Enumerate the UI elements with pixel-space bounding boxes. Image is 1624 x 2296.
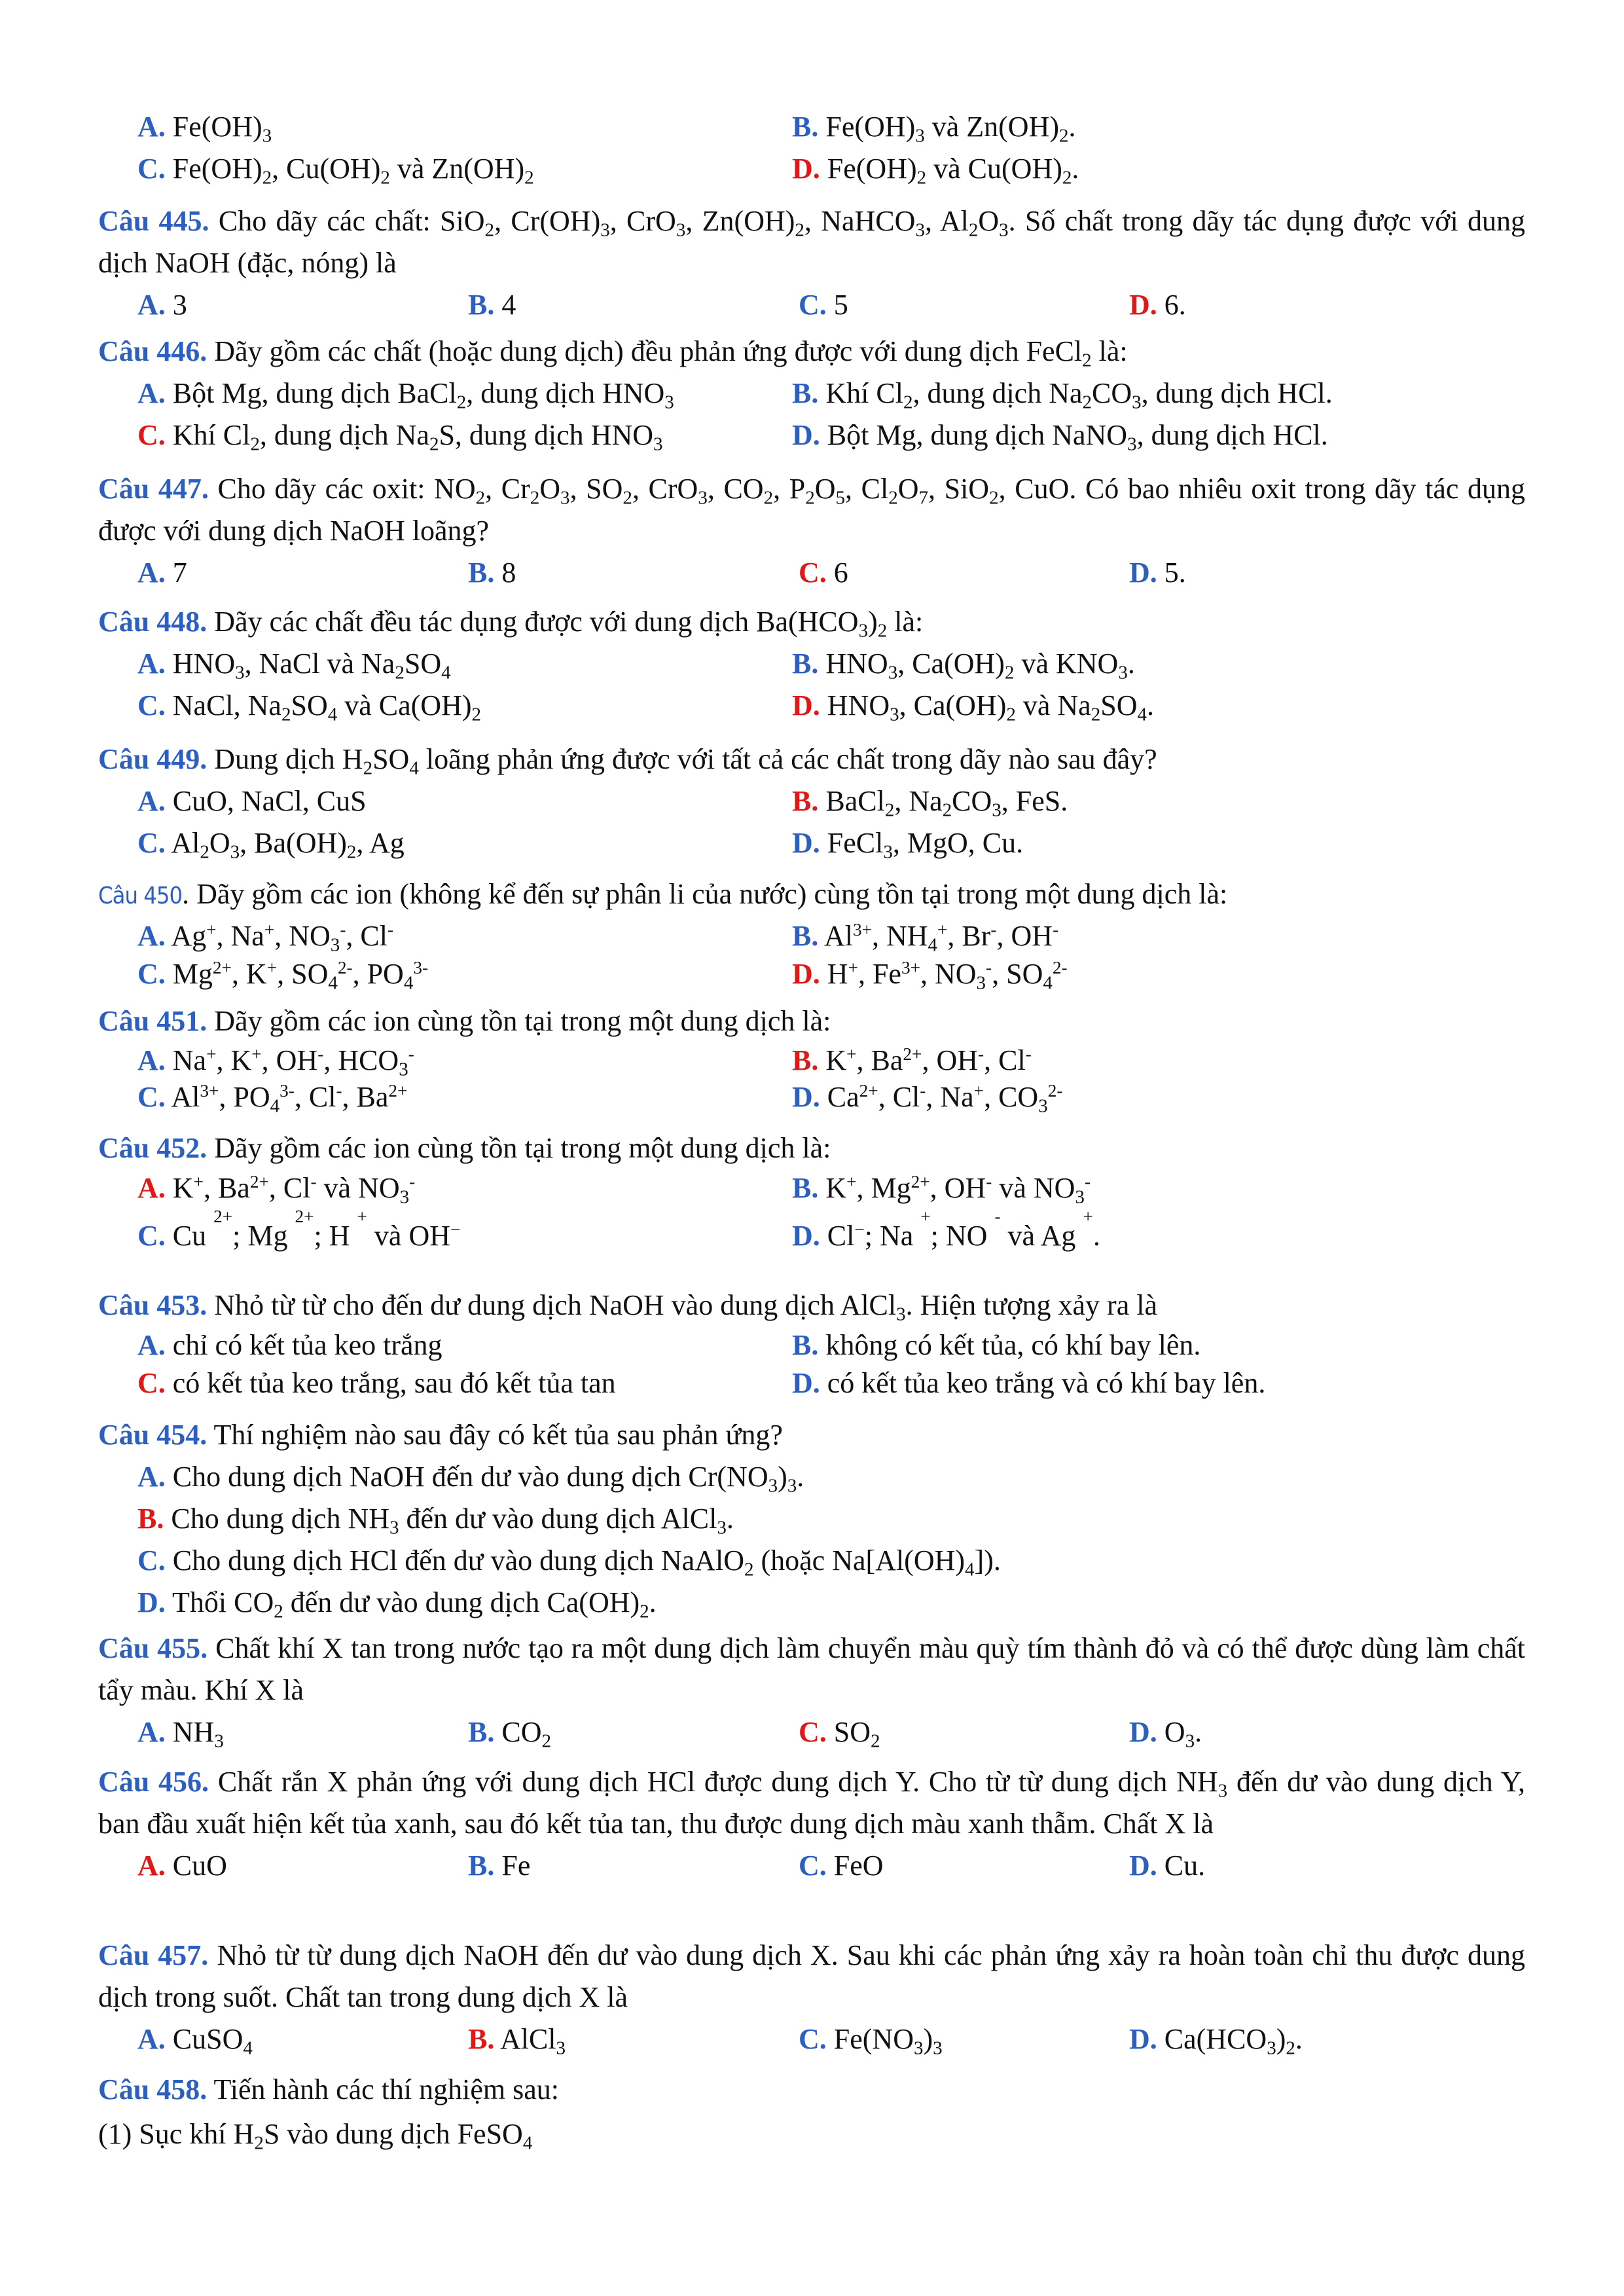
- option-text: Cu.: [1164, 1850, 1206, 1882]
- option-a[interactable]: [137, 2018, 468, 2060]
- option-text: Bột Mg, dung dịch NaNO$_3$, dung dịch HCl.: [827, 419, 1328, 455]
- option-c[interactable]: [137, 148, 792, 190]
- option-b[interactable]: [468, 2018, 799, 2060]
- option-d[interactable]: [792, 1079, 1447, 1116]
- option-text: CuO, NaCl, CuS: [172, 785, 367, 817]
- option-d[interactable]: [1129, 2018, 1460, 2060]
- option-b[interactable]: [792, 643, 1447, 685]
- question-number: Câu 454.: [98, 1419, 208, 1451]
- option-letter: C.: [137, 689, 166, 721]
- option-text: BaCl$_2$, $Na_2CO_3$, FeS.: [825, 785, 1068, 821]
- option-d[interactable]: [792, 414, 1447, 456]
- question-453: [98, 1285, 1525, 1402]
- option-text: Cho dung dịch $NH_3$ đến dư vào dung dịch AlCl$_3$.: [171, 1503, 734, 1539]
- option-text: $Fe(OH)_2$, $Cu(OH)_2$ và $Zn(OH)_2$: [172, 153, 534, 189]
- option-text: $HNO_3$, $Ca(OH)_2$ và $Na_2SO_4$.: [827, 689, 1154, 725]
- option-text: K+, $Ba^{2+}$, Cl- và $NO_3^-$: [172, 1172, 416, 1208]
- option-text: $Al_2O_3$, $Ba(OH)_2$, Ag: [171, 827, 405, 863]
- option-letter: D.: [792, 153, 820, 185]
- option-letter: B.: [792, 647, 819, 680]
- option-text: 4: [501, 289, 516, 321]
- option-text: 5: [833, 289, 848, 321]
- option-text: K+, $Mg^{2+}$, OH- và $NO_3^-$: [825, 1172, 1091, 1208]
- option-letter: A.: [137, 1461, 166, 1493]
- option-letter: C.: [799, 1850, 827, 1882]
- option-letter: A.: [137, 377, 166, 409]
- option-b[interactable]: [792, 1042, 1447, 1079]
- option-d[interactable]: [792, 822, 1447, 864]
- option-a[interactable]: [137, 1042, 792, 1079]
- option-text: $Al^{3+}$, $NH_4^+$, Br-, OH-: [823, 920, 1059, 956]
- option-text: FeCl$_3$, MgO, Cu.: [827, 827, 1024, 863]
- question-number: Câu 457.: [98, 1939, 209, 1971]
- question-stem: Câu 452. Dãy gồm các ion cùng tồn tại trong một dung dịch là:: [98, 1132, 831, 1164]
- option-c[interactable]: [137, 685, 792, 727]
- option-letter: B.: [468, 556, 495, 589]
- option-text: $Al^{3+}$, $PO_4^{3-}$, Cl-, $Ba^{2+}$: [171, 1081, 408, 1117]
- option-letter: C.: [137, 1081, 166, 1113]
- option-c[interactable]: [137, 955, 792, 993]
- option-letter: D.: [1129, 2023, 1157, 2055]
- question-stem: Câu 446. Dãy gồm các chất (hoặc dung dịch) đều phản ứng được với dung dịch FeCl$_2$ là:: [98, 335, 1128, 371]
- question-stem: Câu 450. Dãy gồm các ion (không kể đến sự phân li của nước) cùng tồn tại trong một dung dịch là:: [98, 878, 1228, 910]
- option-d[interactable]: [1129, 284, 1460, 326]
- option-text: AlCl$_3$: [499, 2023, 566, 2059]
- option-text: $HNO_3$, $Ca(OH)_2$ và $KNO_3$.: [825, 647, 1135, 683]
- option-text: 8: [501, 556, 516, 589]
- option-letter: D.: [792, 1367, 820, 1399]
- option-letter: A.: [137, 1850, 166, 1882]
- option-d[interactable]: [792, 1206, 1447, 1260]
- option-text: $NH_3$: [172, 1716, 224, 1752]
- option-letter: C.: [137, 419, 166, 451]
- option-c[interactable]: [137, 1079, 792, 1116]
- question-stem: Câu 449. Dung dịch $H_2SO_4$ loãng phản ứng được với tất cả các chất trong dãy nào sau đây?: [98, 743, 1157, 779]
- question-number: Câu 455.: [98, 1632, 208, 1664]
- question-stem: Câu 458. Tiến hành các thí nghiệm sau:: [98, 2073, 559, 2105]
- option-a[interactable]: [137, 552, 468, 594]
- experiment-item: (1) Sục khí $H_2S$ vào dung dịch FeSO$_4$: [98, 2118, 533, 2154]
- option-c[interactable]: [799, 2018, 1129, 2060]
- option-letter: C.: [137, 958, 166, 990]
- option-letter: B.: [792, 111, 819, 143]
- option-text: FeO: [833, 1850, 884, 1882]
- question-stem: Câu 457. Nhỏ từ từ dung dịch NaOH đến dư vào dung dịch X. Sau khi các phản ứng xảy ra hoàn toàn chỉ thu được dung dịch trong suốt. Chất tan trong dung dịch X là: [98, 1939, 1525, 2013]
- option-text: $Fe(NO_3)_3$: [833, 2023, 943, 2059]
- option-text: $HNO_3$, NaCl và $Na_2SO_4$: [172, 647, 451, 683]
- option-text: K+, $Ba^{2+}$, OH-, Cl-: [825, 1044, 1032, 1076]
- option-letter: A.: [137, 111, 166, 143]
- option-letter: B.: [792, 1044, 819, 1076]
- option-letter: A.: [137, 556, 166, 589]
- option-text: Cl−; Na +; NO - và Ag +.: [827, 1206, 1100, 1252]
- option-a[interactable]: [137, 1169, 792, 1207]
- option-b[interactable]: [792, 106, 1447, 148]
- option-d[interactable]: [792, 1364, 1447, 1402]
- question-458: [98, 2069, 1525, 2155]
- option-a[interactable]: [137, 1845, 468, 1887]
- option-a[interactable]: [137, 1326, 792, 1364]
- option-letter: A.: [137, 647, 166, 680]
- option-c[interactable]: [137, 1364, 792, 1402]
- option-c[interactable]: [799, 1711, 1129, 1753]
- option-letter: D.: [1129, 556, 1157, 589]
- option-letter: A.: [137, 785, 166, 817]
- option-text: $CO_2$: [501, 1716, 551, 1752]
- question-number: Câu 458.: [98, 2073, 208, 2105]
- question-457: [98, 1935, 1525, 2060]
- option-text: 7: [172, 556, 187, 589]
- option-letter: C.: [137, 1367, 166, 1399]
- question-stem: Câu 447. Cho dãy các oxit: $NO_2$, $Cr_2O_3$, $SO_2$, CrO$_3$, $CO_2$, $P_2O_5$, $Cl_2O_7$, SiO$_2$, CuO. Có bao nhiêu oxit trong dãy tác dụng được với dung dịch NaOH loãng?: [98, 473, 1525, 547]
- question-number: Câu 448.: [98, 606, 208, 638]
- option-b[interactable]: [792, 1169, 1447, 1207]
- question-stem: Câu 453. Nhỏ từ từ cho đến dư dung dịch NaOH vào dung dịch AlCl$_3$. Hiện tượng xảy ra là: [98, 1289, 1157, 1325]
- question-449: [98, 738, 1525, 864]
- question-stem: Câu 456. Chất rắn X phản ứng với dung dịch HCl được dung dịch Y. Cho từ từ dung dịch $NH_3$ đến dư vào dung dịch Y, ban đầu xuất hiện kết tủa xanh, sau đó kết tủa tan, thu được dung dịch màu xanh thẫm. Chất X là: [98, 1766, 1525, 1840]
- option-text: $Fe(OH)_3$ và $Zn(OH)_2$.: [825, 111, 1076, 147]
- question-number: Câu 447.: [98, 473, 209, 505]
- option-text: Cho dung dịch HCl đến dư vào dung dịch NaAlO$_2$ (hoặc $Na[Al(OH)_4]$).: [172, 1544, 1001, 1580]
- option-text: $Ca(HCO_3)_2$.: [1164, 2023, 1303, 2059]
- question-stem: Câu 455. Chất khí X tan trong nước tạo ra một dung dịch làm chuyển màu quỳ tím thành đỏ và có thể được dùng làm chất tẩy màu. Khí X là: [98, 1632, 1526, 1706]
- option-text: $Fe(OH)_2$ và $Cu(OH)_2$.: [827, 153, 1079, 189]
- option-letter: B.: [468, 2023, 495, 2055]
- option-letter: D.: [1129, 289, 1157, 321]
- option-a[interactable]: [137, 1711, 468, 1753]
- question-number: Câu 452.: [98, 1132, 208, 1164]
- question-450: [98, 873, 1525, 993]
- question-stem: Câu 451. Dãy gồm các ion cùng tồn tại trong một dung dịch là:: [98, 1005, 831, 1037]
- option-letter: B.: [792, 1329, 819, 1361]
- option-b[interactable]: [792, 1326, 1447, 1364]
- question-number: Câu 453.: [98, 1289, 208, 1321]
- question-455: [98, 1628, 1525, 1753]
- option-c[interactable]: [137, 822, 792, 864]
- question-447: [98, 468, 1525, 594]
- option-text: Fe: [501, 1850, 531, 1882]
- option-text: có kết tủa keo trắng, sau đó kết tủa tan: [172, 1367, 616, 1399]
- option-text: Na+, K+, OH-, $HCO_3^-$: [172, 1044, 414, 1080]
- option-text: Cho dung dịch NaOH đến dư vào dung dịch $Cr(NO_3)_3$.: [172, 1461, 804, 1497]
- option-a[interactable]: [137, 780, 792, 822]
- option-c[interactable]: [799, 284, 1129, 326]
- question-stem: Câu 445. Cho dãy các chất: SiO$_2$, $Cr(OH)_3$, CrO$_3$, $Zn(OH)_2$, NaHCO$_3$, $Al_2O_3$. Số chất trong dãy tác dụng được với dung dịch NaOH (đặc, nóng) là: [98, 205, 1526, 279]
- option-letter: C.: [137, 827, 166, 859]
- option-a[interactable]: [137, 373, 792, 414]
- option-text: $Mg^{2+}$, K+, $SO_4^{2-}$, $PO_4^{3-}$: [172, 958, 429, 994]
- option-letter: B.: [792, 377, 819, 409]
- option-letter: C.: [799, 289, 827, 321]
- option-letter: A.: [137, 920, 166, 952]
- option-b[interactable]: [137, 1498, 1525, 1540]
- option-text: Cu $^{2+}$; Mg $^{2+}$; H + và OH−: [172, 1206, 461, 1252]
- option-letter: D.: [1129, 1716, 1157, 1748]
- option-d[interactable]: [792, 955, 1447, 993]
- option-b[interactable]: [792, 780, 1447, 822]
- option-b[interactable]: [468, 1711, 799, 1753]
- question-448: [98, 601, 1525, 727]
- option-text: 6: [833, 556, 848, 589]
- option-d[interactable]: [792, 685, 1447, 727]
- option-letter: B.: [468, 289, 495, 321]
- option-letter: D.: [792, 689, 820, 721]
- option-text: Thổi $CO_2$ đến dư vào dung dịch $Ca(OH)_2$.: [172, 1586, 657, 1622]
- option-letter: A.: [137, 1329, 166, 1361]
- option-a[interactable]: [137, 284, 468, 326]
- option-letter: B.: [468, 1850, 495, 1882]
- option-d[interactable]: [137, 1582, 1525, 1624]
- question-454: [98, 1414, 1525, 1624]
- option-d[interactable]: [792, 148, 1447, 190]
- question-number: Câu 451.: [98, 1005, 208, 1037]
- question-446: [98, 331, 1525, 456]
- question-number: Câu 449.: [98, 743, 208, 775]
- option-b[interactable]: [468, 552, 799, 594]
- option-letter: A.: [137, 1172, 166, 1204]
- option-letter: B.: [792, 920, 819, 952]
- option-text: Khí $Cl_2$, dung dịch $Na_2CO_3$, dung dịch HCl.: [825, 377, 1333, 413]
- option-text: $Ca^{2+}$, Cl-, Na+, $CO_3^{2-}$: [827, 1081, 1063, 1117]
- question-stem: Câu 448. Dãy các chất đều tác dụng được với dung dịch $Ba(HCO_3)_2$ là:: [98, 606, 924, 642]
- question-444: [98, 106, 1525, 190]
- option-text: có kết tủa keo trắng và có khí bay lên.: [827, 1367, 1266, 1399]
- option-text: 6.: [1164, 289, 1186, 321]
- option-text: NaCl, $Na_2SO_4$ và $Ca(OH)_2$: [172, 689, 482, 725]
- question-456: [98, 1761, 1525, 1887]
- option-letter: C.: [799, 2023, 827, 2055]
- question-number: Câu 446.: [98, 335, 208, 367]
- option-d[interactable]: [1129, 1711, 1460, 1753]
- option-letter: C.: [799, 556, 827, 589]
- option-c[interactable]: [799, 552, 1129, 594]
- option-letter: C.: [137, 1544, 166, 1576]
- option-letter: D.: [792, 1220, 820, 1252]
- option-c[interactable]: [137, 1540, 1525, 1582]
- option-b[interactable]: [792, 917, 1447, 955]
- question-452: [98, 1127, 1525, 1260]
- option-text: 3: [172, 289, 187, 321]
- option-text: $O_3$.: [1164, 1716, 1202, 1752]
- option-text: 5.: [1164, 556, 1186, 589]
- option-letter: D.: [137, 1586, 166, 1618]
- option-b[interactable]: [468, 284, 799, 326]
- option-letter: D.: [792, 958, 820, 990]
- option-text: H+, $Fe^{3+}$, $NO_3^-$, $SO_4^{2-}$: [827, 958, 1068, 994]
- option-text: chỉ có kết tủa keo trắng: [172, 1329, 442, 1361]
- option-letter: A.: [137, 1716, 166, 1748]
- option-text: CuSO$_4$: [172, 2023, 253, 2059]
- option-text: $Fe(OH)_3$: [172, 111, 272, 147]
- question-stem: Câu 454. Thí nghiệm nào sau đây có kết tủa sau phản ứng?: [98, 1419, 783, 1451]
- option-text: $SO_2$: [833, 1716, 880, 1752]
- option-c[interactable]: [137, 414, 792, 456]
- option-letter: A.: [137, 1044, 166, 1076]
- option-a[interactable]: [137, 643, 792, 685]
- option-c[interactable]: [799, 1845, 1129, 1887]
- option-letter: B.: [137, 1503, 164, 1535]
- option-letter: A.: [137, 289, 166, 321]
- option-a[interactable]: [137, 1456, 1525, 1498]
- option-b[interactable]: [792, 373, 1447, 414]
- option-c[interactable]: [137, 1206, 792, 1260]
- option-a[interactable]: [137, 917, 792, 955]
- option-letter: A.: [137, 2023, 166, 2055]
- option-letter: D.: [1129, 1850, 1157, 1882]
- option-letter: D.: [792, 419, 820, 451]
- question-number: Câu 445.: [98, 205, 209, 237]
- option-letter: C.: [137, 153, 166, 185]
- option-b[interactable]: [468, 1845, 799, 1887]
- option-d[interactable]: [1129, 552, 1460, 594]
- question-445: [98, 200, 1525, 326]
- question-number: Câu 456.: [98, 1766, 209, 1798]
- option-text: không có kết tủa, có khí bay lên.: [825, 1329, 1201, 1361]
- option-text: Ag+, Na+, $NO_3^-$, Cl-: [171, 920, 394, 956]
- option-text: Bột Mg, dung dịch BaCl$_2$, dung dịch $HNO_3$: [172, 377, 674, 413]
- option-d[interactable]: [1129, 1845, 1460, 1887]
- option-text: CuO: [172, 1850, 227, 1882]
- option-letter: C.: [137, 1220, 166, 1252]
- question-451: [98, 1000, 1525, 1116]
- option-a[interactable]: [137, 106, 792, 148]
- option-text: Khí $Cl_2$, dung dịch $Na_2S$, dung dịch $HNO_3$: [172, 419, 663, 455]
- option-letter: D.: [792, 1081, 820, 1113]
- option-letter: D.: [792, 827, 820, 859]
- option-letter: B.: [468, 1716, 495, 1748]
- option-letter: B.: [792, 1172, 819, 1204]
- question-number: Câu 450: [98, 883, 183, 909]
- option-letter: B.: [792, 785, 819, 817]
- option-letter: C.: [799, 1716, 827, 1748]
